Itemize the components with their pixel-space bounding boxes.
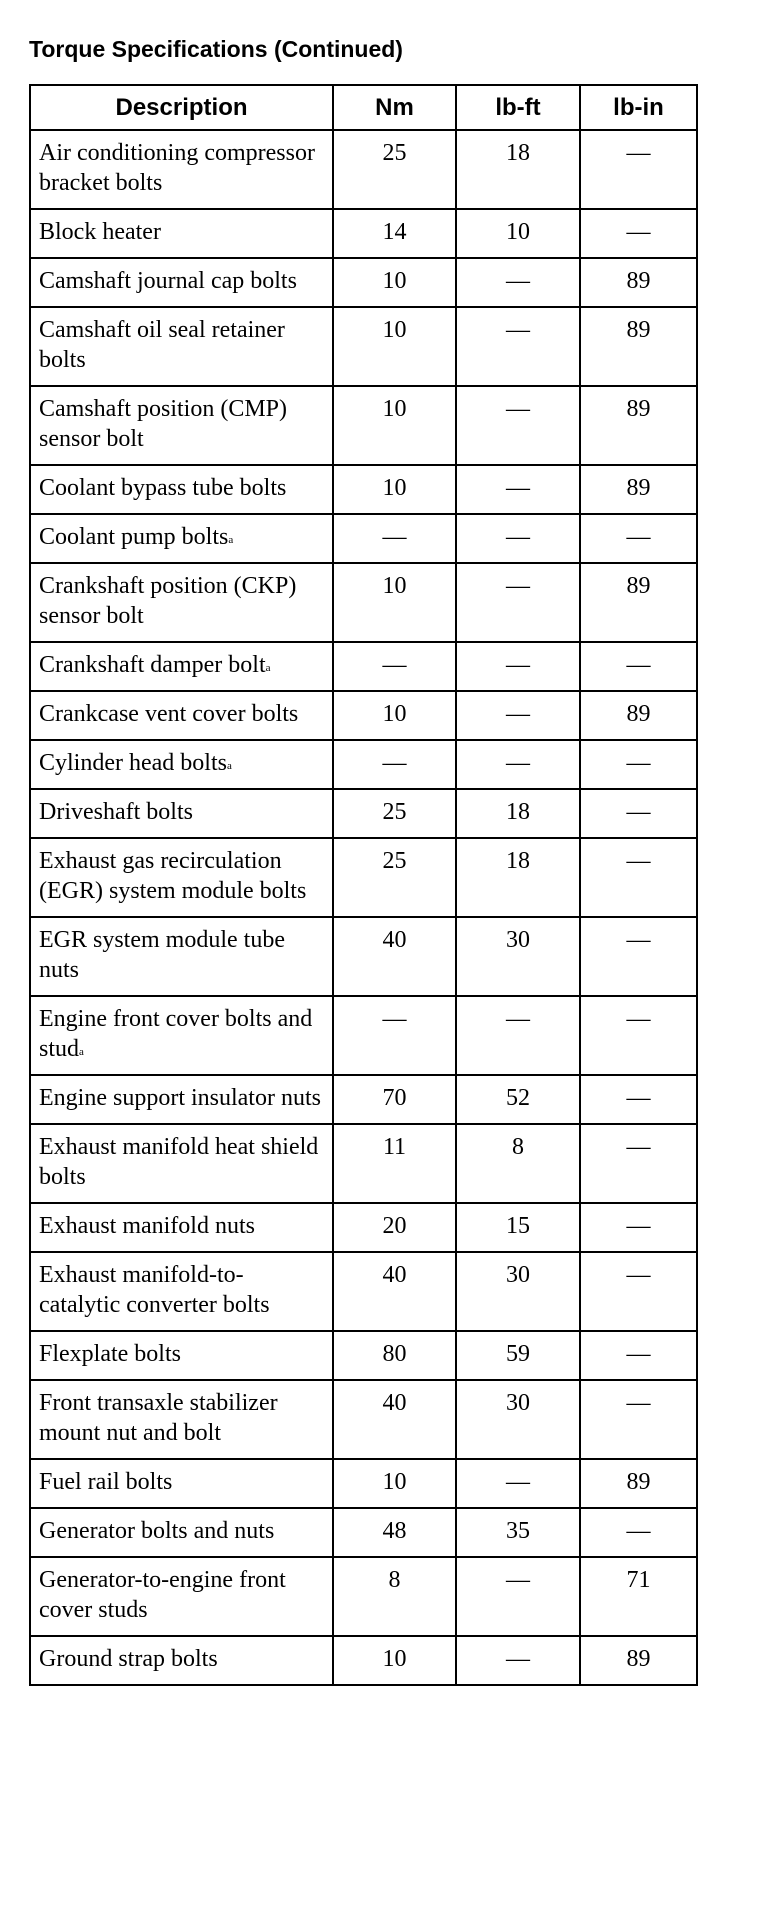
- description-text: Crankshaft position (CKP) sensor bolt: [39, 573, 297, 629]
- cell-description: [30, 1557, 333, 1636]
- value-text: 35: [506, 1518, 530, 1544]
- cell-lb-in: [580, 740, 697, 789]
- cell-nm: [333, 789, 456, 838]
- description-text: Coolant pump bolts: [39, 524, 229, 550]
- value-text: —: [626, 1262, 651, 1288]
- cell-lb-ft: [456, 386, 580, 465]
- description-text: Generator bolts and nuts: [39, 1518, 275, 1544]
- value-text: 70: [382, 1085, 407, 1111]
- cell-nm: [333, 1124, 456, 1203]
- cell-lb-ft: [456, 691, 580, 740]
- cell-description: [30, 789, 333, 838]
- cell-lb-ft: [456, 789, 580, 838]
- cell-lb-in: [580, 1252, 697, 1331]
- cell-description: [30, 465, 333, 514]
- value-text: 14: [382, 219, 407, 245]
- value-text: 89: [626, 1469, 651, 1495]
- value-text: —: [506, 750, 530, 776]
- value-text: —: [382, 1006, 407, 1032]
- value-text: —: [506, 573, 530, 599]
- cell-lb-ft: [456, 1252, 580, 1331]
- cell-description: [30, 1075, 333, 1124]
- value-text: —: [626, 1213, 651, 1239]
- cell-lb-in: [580, 917, 697, 996]
- value-text: 80: [382, 1341, 407, 1367]
- cell-description: [30, 1459, 333, 1508]
- cell-nm: [333, 1459, 456, 1508]
- value-text: —: [506, 396, 530, 422]
- value-text: —: [506, 652, 530, 678]
- cell-description: [30, 1203, 333, 1252]
- table-body: [30, 130, 697, 1685]
- description-text: Crankshaft damper bolt: [39, 652, 266, 678]
- cell-lb-ft: [456, 996, 580, 1075]
- cell-nm: [333, 209, 456, 258]
- value-text: 30: [506, 927, 530, 953]
- cell-description: [30, 130, 333, 209]
- cell-lb-in: [580, 789, 697, 838]
- cell-nm: [333, 1557, 456, 1636]
- value-text: 30: [506, 1390, 530, 1416]
- value-text: —: [626, 524, 651, 550]
- value-text: —: [626, 1006, 651, 1032]
- value-text: 18: [506, 140, 530, 166]
- cell-lb-ft: [456, 1203, 580, 1252]
- cell-description: [30, 838, 333, 917]
- cell-lb-ft: [456, 563, 580, 642]
- cell-lb-ft: [456, 465, 580, 514]
- cell-lb-in: [580, 691, 697, 740]
- cell-lb-in: [580, 465, 697, 514]
- value-text: —: [626, 1134, 651, 1160]
- description-text: Exhaust gas recirculation (EGR) system module bolts: [39, 848, 307, 904]
- description-text: Ground strap bolts: [39, 1646, 218, 1672]
- cell-description: [30, 1124, 333, 1203]
- cell-nm: [333, 258, 456, 307]
- table-row: [30, 1380, 697, 1459]
- value-text: —: [506, 1469, 530, 1495]
- description-text: Exhaust manifold nuts: [39, 1213, 255, 1239]
- value-text: 40: [382, 927, 407, 953]
- description-text: Block heater: [39, 219, 161, 245]
- cell-nm: [333, 1380, 456, 1459]
- table-row: [30, 258, 697, 307]
- cell-lb-in: [580, 1331, 697, 1380]
- cell-description: [30, 642, 333, 691]
- cell-lb-in: [580, 514, 697, 563]
- cell-description: [30, 740, 333, 789]
- description-text: Exhaust manifold heat shield bolts: [39, 1134, 319, 1190]
- cell-lb-in: [580, 563, 697, 642]
- value-text: 89: [626, 317, 651, 343]
- header-lb-ft: lb-ft: [456, 85, 580, 130]
- value-text: 15: [506, 1213, 530, 1239]
- table-row: [30, 691, 697, 740]
- cell-lb-in: [580, 1636, 697, 1685]
- value-text: 11: [382, 1134, 407, 1160]
- value-text: 10: [382, 1469, 407, 1495]
- table-header-row: [30, 85, 697, 130]
- cell-nm: [333, 514, 456, 563]
- cell-lb-in: [580, 1203, 697, 1252]
- cell-lb-in: [580, 209, 697, 258]
- cell-lb-ft: [456, 1459, 580, 1508]
- cell-description: [30, 1636, 333, 1685]
- value-text: 52: [506, 1085, 530, 1111]
- cell-lb-in: [580, 1124, 697, 1203]
- cell-lb-ft: [456, 1557, 580, 1636]
- value-text: 89: [626, 573, 651, 599]
- footnote-marker: a: [226, 760, 232, 772]
- value-text: 10: [382, 396, 407, 422]
- cell-lb-ft: [456, 838, 580, 917]
- value-text: —: [506, 317, 530, 343]
- table-row: [30, 1636, 697, 1685]
- table-row: [30, 1124, 697, 1203]
- cell-nm: [333, 1508, 456, 1557]
- value-text: 25: [382, 799, 407, 825]
- value-text: —: [626, 848, 651, 874]
- table-row: [30, 1252, 697, 1331]
- value-text: 40: [382, 1262, 407, 1288]
- value-text: 40: [382, 1390, 407, 1416]
- cell-nm: [333, 307, 456, 386]
- table-row: [30, 514, 697, 563]
- cell-nm: [333, 740, 456, 789]
- value-text: —: [506, 475, 530, 501]
- cell-lb-ft: [456, 642, 580, 691]
- value-text: 89: [626, 701, 651, 727]
- cell-lb-ft: [456, 258, 580, 307]
- cell-nm: [333, 386, 456, 465]
- value-text: 18: [506, 848, 530, 874]
- value-text: —: [506, 524, 530, 550]
- value-text: 71: [626, 1567, 651, 1593]
- description-text: Crankcase vent cover bolts: [39, 701, 299, 727]
- value-text: —: [382, 652, 407, 678]
- cell-lb-in: [580, 386, 697, 465]
- cell-lb-ft: [456, 1380, 580, 1459]
- value-text: 10: [382, 573, 407, 599]
- description-text: Exhaust manifold-to-catalytic converter bolts: [39, 1262, 270, 1318]
- cell-description: [30, 307, 333, 386]
- description-text: Engine support insulator nuts: [39, 1085, 321, 1111]
- header-nm: Nm: [333, 85, 456, 130]
- table-row: [30, 307, 697, 386]
- description-text: Front transaxle stabilizer mount nut and bolt: [39, 1390, 278, 1446]
- footnote-marker: a: [228, 534, 234, 546]
- table-row: [30, 838, 697, 917]
- value-text: —: [506, 1567, 530, 1593]
- cell-lb-ft: [456, 514, 580, 563]
- value-text: 89: [626, 1646, 651, 1672]
- table-row: [30, 563, 697, 642]
- value-text: —: [626, 652, 651, 678]
- cell-nm: [333, 838, 456, 917]
- table-row: [30, 740, 697, 789]
- table-row: [30, 1331, 697, 1380]
- description-text: Fuel rail bolts: [39, 1469, 173, 1495]
- torque-spec-table: [29, 84, 698, 1686]
- cell-lb-ft: [456, 917, 580, 996]
- value-text: —: [506, 1646, 530, 1672]
- page-title: Torque Specifications (Continued): [29, 36, 403, 62]
- table-row: [30, 1203, 697, 1252]
- cell-description: [30, 1331, 333, 1380]
- value-text: 25: [382, 140, 407, 166]
- cell-description: [30, 563, 333, 642]
- table-row: [30, 465, 697, 514]
- value-text: —: [626, 140, 651, 166]
- cell-lb-ft: [456, 130, 580, 209]
- value-text: 30: [506, 1262, 530, 1288]
- cell-lb-in: [580, 130, 697, 209]
- cell-nm: [333, 691, 456, 740]
- value-text: 18: [506, 799, 530, 825]
- value-text: 25: [382, 848, 407, 874]
- cell-lb-in: [580, 1459, 697, 1508]
- value-text: —: [626, 750, 651, 776]
- cell-description: [30, 1252, 333, 1331]
- cell-description: [30, 386, 333, 465]
- value-text: —: [626, 1085, 651, 1111]
- cell-lb-ft: [456, 1124, 580, 1203]
- cell-lb-ft: [456, 1636, 580, 1685]
- value-text: 10: [382, 317, 407, 343]
- cell-nm: [333, 563, 456, 642]
- cell-nm: [333, 1331, 456, 1380]
- cell-lb-in: [580, 996, 697, 1075]
- footnote-marker: a: [79, 1046, 84, 1058]
- table-row: [30, 209, 697, 258]
- description-text: Cylinder head bolts: [39, 750, 227, 776]
- cell-nm: [333, 996, 456, 1075]
- description-text: Camshaft position (CMP) sensor bolt: [39, 396, 288, 452]
- description-text: Coolant bypass tube bolts: [39, 475, 287, 501]
- header-lb-in: lb-in: [580, 85, 697, 130]
- table-row: [30, 996, 697, 1075]
- cell-description: [30, 917, 333, 996]
- cell-lb-in: [580, 838, 697, 917]
- cell-nm: [333, 465, 456, 514]
- value-text: —: [626, 1341, 651, 1367]
- value-text: —: [626, 1390, 651, 1416]
- description-text: Air conditioning compressor bracket bolts: [39, 140, 315, 196]
- value-text: —: [506, 701, 530, 727]
- cell-description: [30, 209, 333, 258]
- value-text: —: [506, 1006, 530, 1032]
- cell-description: [30, 691, 333, 740]
- table-row: [30, 789, 697, 838]
- value-text: —: [626, 799, 651, 825]
- description-text: EGR system module tube nuts: [39, 927, 285, 983]
- value-text: 89: [626, 268, 651, 294]
- value-text: 10: [382, 701, 407, 727]
- table-row: [30, 386, 697, 465]
- value-text: —: [626, 219, 651, 245]
- cell-lb-in: [580, 1508, 697, 1557]
- cell-nm: [333, 1252, 456, 1331]
- header-description: Description: [30, 85, 333, 130]
- value-text: 10: [506, 219, 530, 245]
- cell-lb-in: [580, 642, 697, 691]
- cell-lb-ft: [456, 1331, 580, 1380]
- cell-nm: [333, 917, 456, 996]
- cell-lb-ft: [456, 209, 580, 258]
- value-text: 48: [382, 1518, 407, 1544]
- table-row: [30, 1459, 697, 1508]
- description-text: Flexplate bolts: [39, 1341, 181, 1367]
- table-row: [30, 642, 697, 691]
- value-text: 10: [382, 1646, 407, 1672]
- value-text: 89: [626, 475, 651, 501]
- value-text: 10: [382, 475, 407, 501]
- description-text: Driveshaft bolts: [39, 799, 193, 825]
- value-text: 8: [512, 1134, 524, 1160]
- cell-lb-ft: [456, 740, 580, 789]
- value-text: 8: [388, 1567, 401, 1593]
- cell-lb-in: [580, 1557, 697, 1636]
- description-text: Camshaft oil seal retainer bolts: [39, 317, 285, 373]
- cell-description: [30, 1380, 333, 1459]
- cell-nm: [333, 642, 456, 691]
- cell-lb-in: [580, 258, 697, 307]
- cell-description: [30, 258, 333, 307]
- table-row: [30, 130, 697, 209]
- cell-lb-ft: [456, 1508, 580, 1557]
- description-text: Engine front cover bolts and stud: [39, 1006, 313, 1062]
- cell-lb-ft: [456, 1075, 580, 1124]
- value-text: —: [382, 524, 407, 550]
- value-text: —: [382, 750, 407, 776]
- value-text: 89: [626, 396, 651, 422]
- cell-description: [30, 514, 333, 563]
- cell-nm: [333, 1636, 456, 1685]
- cell-lb-in: [580, 307, 697, 386]
- value-text: 59: [506, 1341, 530, 1367]
- cell-description: [30, 996, 333, 1075]
- description-text: Camshaft journal cap bolts: [39, 268, 297, 294]
- value-text: 20: [382, 1213, 407, 1239]
- description-text: Generator-to-engine front cover studs: [39, 1567, 286, 1623]
- table-row: [30, 1508, 697, 1557]
- value-text: —: [626, 927, 651, 953]
- cell-description: [30, 1508, 333, 1557]
- cell-lb-ft: [456, 307, 580, 386]
- cell-lb-in: [580, 1380, 697, 1459]
- footnote-marker: a: [265, 662, 271, 674]
- cell-nm: [333, 1203, 456, 1252]
- table-row: [30, 1557, 697, 1636]
- value-text: —: [626, 1518, 651, 1544]
- value-text: —: [506, 268, 530, 294]
- cell-nm: [333, 1075, 456, 1124]
- table-row: [30, 1075, 697, 1124]
- table-row: [30, 917, 697, 996]
- value-text: 10: [382, 268, 407, 294]
- cell-lb-in: [580, 1075, 697, 1124]
- cell-nm: [333, 130, 456, 209]
